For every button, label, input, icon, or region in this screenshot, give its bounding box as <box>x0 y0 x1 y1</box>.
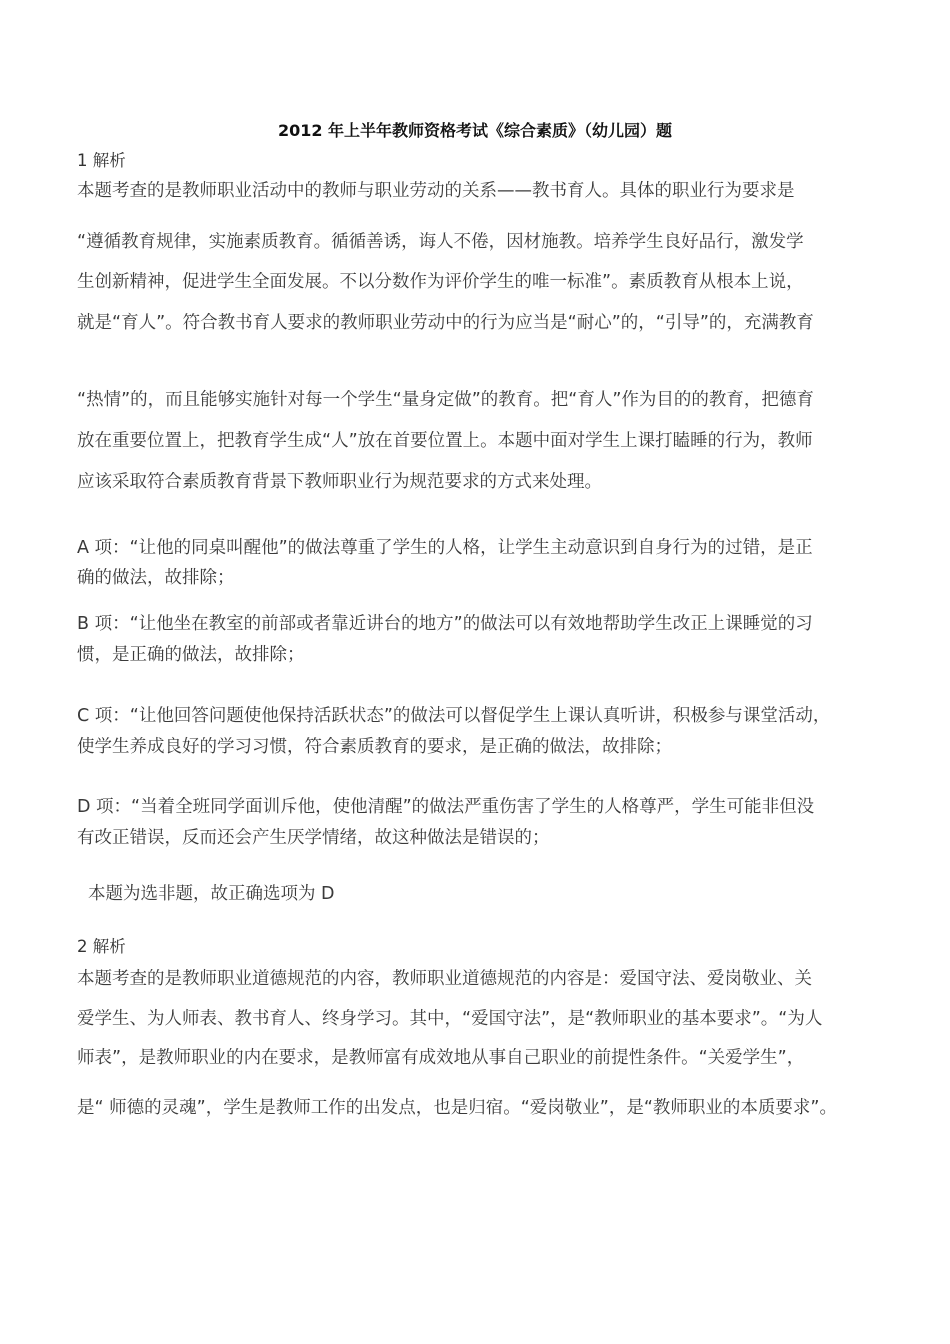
page-title: 2012 年上半年教师资格考试《综合素质》（幼儿园）题 <box>277 121 673 140</box>
q1-paragraph-line: “热情”的，而且能够实施针对每一个学生“量身定做”的教育。把“育人”作为目的的教育，把德育 <box>77 390 814 410</box>
question-2-heading: 2 解析 <box>77 937 126 956</box>
question-1-heading: 1 解析 <box>77 151 126 170</box>
option-c-line: C 项：“让他回答问题使他保持活跃状态”的做法可以督促学生上课认真听讲，积极参与课堂活动， <box>77 706 831 726</box>
q2-paragraph-line: 本题考查的是教师职业道德规范的内容，教师职业道德规范的内容是：爱国守法、爱岗敬业、关 <box>77 969 812 989</box>
option-d-line: D 项：“当着全班同学面训斥他，使他清醒”的做法严重伤害了学生的人格尊严，学生可能非但没 <box>77 797 815 817</box>
option-d-line: 有改正错误，反而还会产生厌学情绪，故这种做法是错误的； <box>77 828 550 848</box>
q1-paragraph-line: 放在重要位置上，把教育学生成“人”放在首要位置上。本题中面对学生上课打瞌睡的行为，教师 <box>77 431 813 451</box>
q1-paragraph-line: 就是“育人”。符合教书育人要求的教师职业劳动中的行为应当是“耐心”的，“引导”的，充满教育 <box>77 313 814 333</box>
q2-paragraph-line: 是“ 师德的灵魂”，学生是教师工作的出发点，也是归宿。“爱岗敬业”，是“教师职业的本质要求”。 <box>77 1098 837 1118</box>
q1-paragraph-line: “遵循教育规律，实施素质教育。循循善诱，诲人不倦，因材施教。培养学生良好品行，激发学 <box>77 232 804 252</box>
option-b-line: 惯，是正确的做法，故排除； <box>77 645 305 665</box>
q2-paragraph-line: 爱学生、为人师表、教书育人、终身学习。其中，“爱国守法”，是“教师职业的基本要求”。“为人 <box>77 1009 823 1029</box>
q1-conclusion: 本题为选非题，故正确选项为 D <box>88 884 335 904</box>
option-c-line: 使学生养成良好的学习习惯，符合素质教育的要求，是正确的做法，故排除； <box>77 737 672 757</box>
option-a-line: A 项：“让他的同桌叫醒他”的做法尊重了学生的人格，让学生主动意识到自身行为的过错，是正 <box>77 538 813 558</box>
q2-paragraph-line: 师表”，是教师职业的内在要求，是教师富有成效地从事自己职业的前提性条件。“关爱学生”， <box>77 1048 805 1068</box>
q1-paragraph-line: 应该采取符合素质教育背景下教师职业行为规范要求的方式来处理。 <box>77 472 602 492</box>
q1-paragraph-line: 本题考查的是教师职业活动中的教师与职业劳动的关系——教书育人。具体的职业行为要求是 <box>77 181 795 201</box>
q1-paragraph-line: 生创新精神，促进学生全面发展。不以分数作为评价学生的唯一标准”。素质教育从根本上说， <box>77 272 804 292</box>
option-a-line: 确的做法，故排除； <box>77 568 235 588</box>
option-b-line: B 项：“让他坐在教室的前部或者靠近讲台的地方”的做法可以有效地帮助学生改正上课睡觉的习 <box>77 614 813 634</box>
